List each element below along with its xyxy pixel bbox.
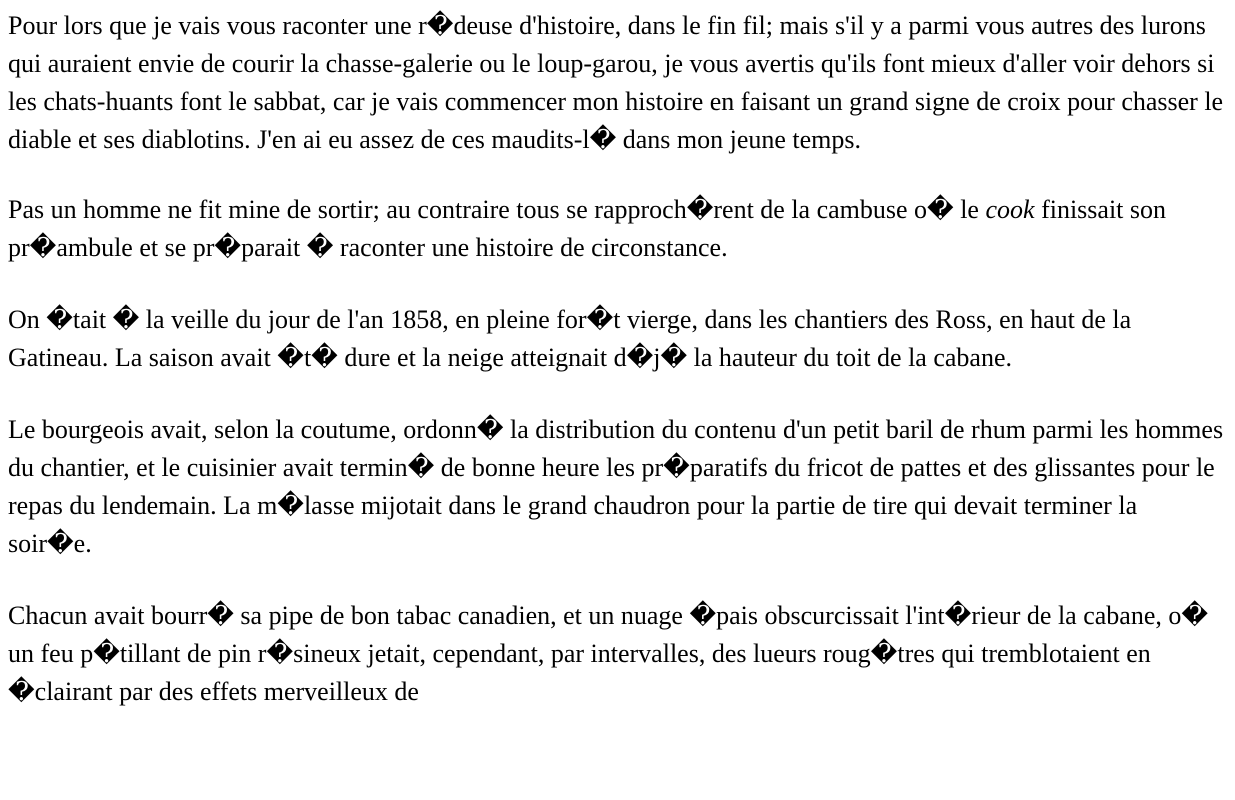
paragraph-2-emphasis: cook [985, 195, 1035, 224]
paragraph-3: On �tait � la veille du jour de l'an 1858, en pleine for�t vierge, dans les chantiers des Ross, en haut de la Gatineau. La saison avait �t� dure et la neige atteignait d�j� la hauteur du toit de la cabane. [8, 305, 1132, 372]
document-body [0, 7, 1235, 711]
paragraph-5: Chacun avait bourr� sa pipe de bon tabac canadien, et un nuage �pais obscurcissait l'int�rieur de la cabane, o� un feu p�tillant de pin r�sineux jetait, cependant, par intervalles, des lueurs roug�tres qui tremblotaient en �clairant par des effets merveilleux de [8, 601, 1209, 706]
paragraph-2-text-before: Pas un homme ne fit mine de sortir; au contraire tous se rapproch�rent de la cambuse o� le [8, 195, 986, 224]
paragraph-2 [8, 191, 1227, 267]
paragraph-2-text-after: finissait son pr�ambule et se pr�parait � raconter une histoire de circonstance. [8, 195, 1167, 262]
paragraph-1: Pour lors que je vais vous raconter une r�deuse d'histoire, dans le fin fil; mais s'il y a parmi vous autres des lurons qui auraient envie de courir la chasse-galerie ou le loup-garou, je vous avertis qu'ils font mieux d'aller voir dehors si les chats-huants font le sabbat, car je vais commencer mon histoire en faisant un grand signe de croix pour chasser le diable et ses diablotins. J'en ai eu assez de ces maudits-l� dans mon jeune temps. [8, 11, 1224, 154]
paragraph-4: Le bourgeois avait, selon la coutume, ordonn� la distribution du contenu d'un petit baril de rhum parmi les hommes du chantier, et le cuisinier avait termin� de bonne heure les pr�paratifs du fricot de pattes et des glissantes pour le repas du lendemain. La m�lasse mijotait dans le grand chaudron pour la partie de tire qui devait terminer la soir�e. [8, 415, 1224, 558]
